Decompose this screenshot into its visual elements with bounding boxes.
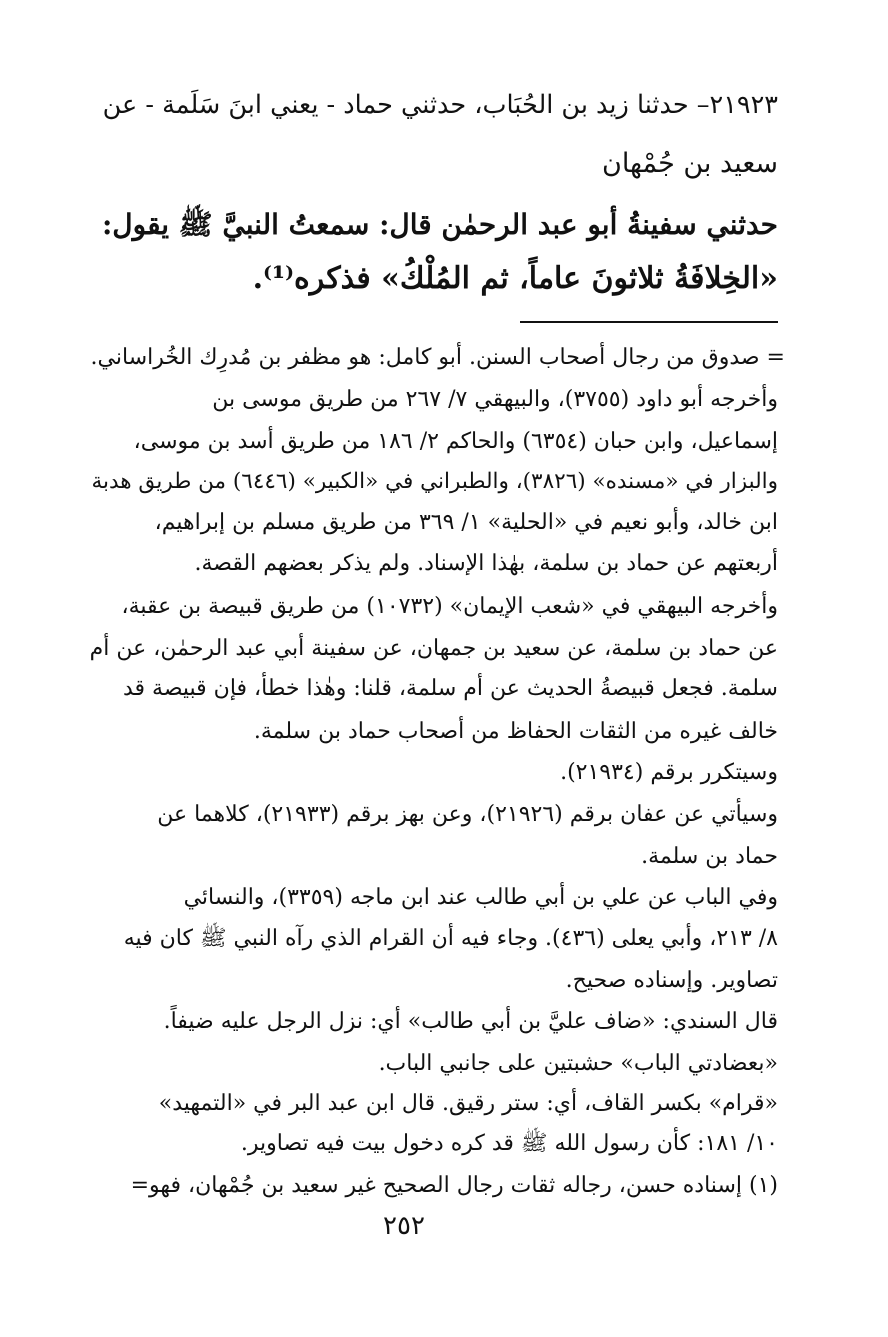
footnote-1: (١) إسناده حسن، رجاله ثقات رجال الصحيح غير سعيد بن جُمْهان، فهو= (130, 1173, 778, 1198)
commentary-line: = صدوق من رجال أصحاب السنن. أبو كامل: هو مظفر بن مُدرِك الخُراساني. (90, 345, 785, 370)
commentary-line: حماد بن سلمة. (641, 844, 778, 869)
footnote-separator (520, 321, 778, 323)
hadith-isnad-line-2: سعيد بن جُمْهان (601, 148, 778, 179)
commentary-line: ٨/ ٢١٣، وأبي يعلى (٤٣٦). وجاء فيه أن القرام الذي رآه النبي ﷺ كان فيه (123, 926, 778, 951)
commentary-line: «بعضادتي الباب» حشبتين على جانبي الباب. (378, 1051, 778, 1076)
commentary-line: وسيتكرر برقم (٢١٩٣٤). (560, 760, 778, 785)
commentary-line: وسيأتي عن عفان برقم (٢١٩٢٦)، وعن بهز برقم (٢١٩٣٣)، كلاهما عن (157, 802, 778, 827)
commentary-line: عن حماد بن سلمة، عن سعيد بن جمهان، عن سفينة أبي عبد الرحمٰن، عن أم (89, 636, 778, 661)
hadith-matn-line-1: حدثني سفينةُ أبو عبد الرحمٰن قال: سمعتُ النبيَّ ﷺ يقول: (101, 208, 778, 241)
hadith-isnad-line-1: ٢١٩٢٣– حدثنا زيد بن الحُبَاب، حدثني حماد - يعني ابنَ سَلَمة - عن (102, 90, 778, 120)
commentary-line: وأخرجه أبو داود (٣٧٥٥)، والبيهقي ٧/ ٢٦٧ من طريق موسى بن (212, 387, 778, 412)
commentary-line: تصاوير. وإسناده صحيح. (565, 968, 778, 993)
commentary-line: سلمة. فجعل قبيصةُ الحديث عن أم سلمة، قلنا: وهٰذا خطأ، فإن قبيصة قد (122, 676, 778, 701)
commentary-line: ١٠/ ١٨١: كأن رسول الله ﷺ قد كره دخول بيت فيه تصاوير. (240, 1131, 778, 1156)
commentary-line: «قرام» بكسر القاف، أي: ستر رقيق. قال ابن عبد البر في «التمهيد» (158, 1091, 778, 1116)
commentary-line: وفي الباب عن علي بن أبي طالب عند ابن ماجه (٣٣٥٩)، والنسائي (183, 885, 778, 910)
commentary-line: ابن خالد، وأبو نعيم في «الحلية» ١/ ٣٦٩ من طريق مسلم بن إبراهيم، (154, 510, 778, 535)
commentary-line: إسماعيل، وابن حبان (٦٣٥٤) والحاكم ٢/ ١٨٦ من طريق أسد بن موسى، (133, 429, 778, 454)
commentary-line: قال السندي: «ضاف عليَّ بن أبي طالب» أي: نزل الرجل عليه ضيفاً. (163, 1009, 778, 1034)
commentary-line: وأخرجه البيهقي في «شعب الإيمان» (١٠٧٣٢) من طريق قبيصة بن عقبة، (121, 594, 778, 619)
commentary-line: خالف غيره من الثقات الحفاظ من أصحاب حماد بن سلمة. (253, 719, 778, 744)
page-number: ٢٥٢ (383, 1211, 425, 1241)
hadith-matn-line-2: «الخِلافَةُ ثلاثونَ عاماً، ثم المُلْكُ» فذكره⁽¹⁾. (252, 261, 778, 296)
commentary-line: أربعتهم عن حماد بن سلمة، بهٰذا الإسناد. ولم يذكر بعضهم القصة. (194, 551, 778, 576)
commentary-line: والبزار في «مسنده» (٣٨٢٦)، والطبراني في «الكبير» (٦٤٤٦) من طريق هدبة (91, 469, 778, 494)
